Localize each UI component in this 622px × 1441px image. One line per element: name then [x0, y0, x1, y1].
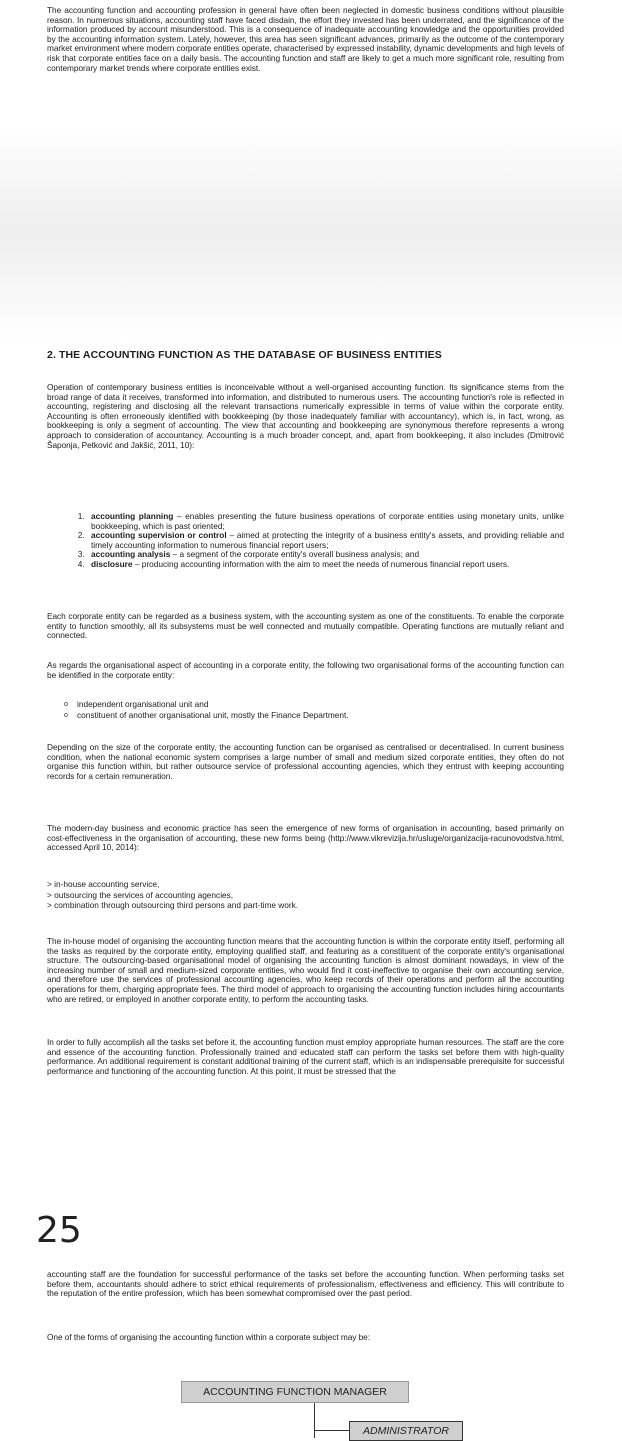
circle-list [47, 699, 564, 721]
para-text: accounting staff are the foundation for successful performance of the tasks set before the accounting function. When performing tasks set before them, accountants should adhere to strict ethical requirements of professionalism, effectiveness and efficiency. This will contribute to the reputation of the entire profession, which has been somewhat compromised over the past period. [47, 1269, 564, 1299]
paragraph-6 [47, 937, 564, 1004]
list-text: – enables presenting the future business operations of corporate entities using monetary units, unlike bookkeeping, which is past oriented; [91, 511, 564, 531]
list-text: constituent of another organisational unit, mostly the Finance Department. [77, 710, 349, 720]
para-text: Operation of contemporary business entities is inconceivable without a well-organised accounting function. Its significance stems from the broad range of data it receives, transformed into information, and distributed to numerous users. The accounting function's role is reflected in accounting, registering and disclosing all the relevant transactions numerically expressible in terms of value within the corporate entity. Accounting is often erroneously identified with bookkeeping (by those inadequately familiar with accountancy), which is, in fact, wrong, as bookkeeping is only a segment of accounting. The view that accounting and bookkeeping are synonymous therefore represents a wrong approach to consideration of accountancy. Accounting is a much broader concept, and, apart from bookkeeping, it also includes (Dmitrović Šaponja, Petković and Jakšić, 2011, 10): [47, 382, 564, 450]
paragraph-4 [47, 743, 564, 781]
list-text: independent organisational unit and [77, 699, 209, 709]
list-text: – a segment of the corporate entity's overall business analysis; and [170, 549, 420, 560]
list-term: accounting planning [91, 511, 174, 521]
list-term: accounting supervision or control [91, 530, 227, 541]
para-text: The modern-day business and economic practice has seen the emergence of new forms of organisation in accounting, based primarily on cost-effectiveness in the organisation of accounting, these new forms being (http://www.vikrevizija.hr/usluge/organizacija-racunovodstva.html, accessed April 10, 2014): [47, 823, 564, 853]
list-term: accounting analysis [91, 549, 171, 560]
list-term: disclosure [91, 558, 133, 569]
para-text: The in-house model of organising the accounting function means that the accounting function is within the corporate entity itself, performing all the tasks as required by the corporate entity, employing qualified staff, and featuring as a constituent of the corporate entity's organisational structure. The outsourcing-based organisational model of organising the accounting function is almost dominant nowadays, in view of the increasing number of small and medium-sized corporate entities, who would find it cost-ineffective to organise their own accounting service, and therefore use the services of professional accounting agencies, who keep records of their operations and perform all the accounting operations for them, charging appropriate fees. The third model of approach to organising the accounting function includes hiring accountants who are retired, or employed in another corporate entity, to perform the accounting tasks. [47, 936, 564, 1004]
intro-block [47, 6, 564, 73]
org-chart-manager-box: ACCOUNTING FUNCTION MANAGER [181, 1381, 409, 1403]
page-number: 25 [36, 1210, 82, 1251]
org-chart-administrator-box: ADMINISTRATOR [349, 1421, 463, 1441]
list-item: > combination through outsourcing third persons and part-time work. [47, 900, 299, 910]
paragraph-3 [47, 661, 564, 680]
section-heading [47, 349, 564, 361]
arrow-list [47, 879, 564, 911]
numbered-list [47, 512, 564, 570]
org-chart-connector [314, 1430, 349, 1431]
paragraph-8 [47, 1270, 564, 1299]
list-item [87, 560, 564, 570]
list-item [87, 531, 564, 550]
paragraph-1 [47, 383, 564, 450]
paragraph-9 [47, 1333, 564, 1343]
paragraph-5 [47, 824, 564, 853]
list-item [87, 512, 564, 531]
bullet-icon: o [64, 712, 68, 719]
list-item: > outsourcing the services of accounting agencies, [47, 889, 234, 900]
paragraph-7 [47, 1038, 564, 1076]
intro-paragraph: The accounting function and accounting profession in general have often been neglected in domestic business conditions without plausible reason. In numerous situations, accounting staff have faced disdain, the effort they invested has been underrated, and the significance of the information produced by account misunderstood. This is a consequence of inadequate accounting knowledge and the opportunities provided by the accounting information system. Lately, however, this area has seen significant advances, primarily as the outcome of the contemporary market environment where modern corporate entities operate, characterised by expressed instability, dynamic developments and high levels of risk that corporate entities face on a daily basis. The accounting function and staff are likely to get a much more significant role, resulting from contemporary market trends where corporate entities exist. [47, 5, 564, 73]
para-text: As regards the organisational aspect of accounting in a corporate entity, the following two organisational forms of the accounting function can be identified in the corporate entity: [47, 660, 564, 680]
list-item: > in-house accounting service, [47, 879, 160, 889]
para-text: In order to fully accomplish all the tasks set before it, the accounting function must employ appropriate human resources. The staff are the core and essence of the accounting function. Professionally trained and educated staff can perform the tasks set before them with high-quality performance. An additional requirement is constant additional training of the current staff, which is an indispensable prerequisite for successful performance and functioning of the accounting function. At this point, it must be stressed that the [47, 1037, 564, 1076]
page-gap [0, 1140, 622, 1260]
section-title: 2. THE ACCOUNTING FUNCTION AS THE DATABASE OF BUSINESS ENTITIES [47, 349, 442, 361]
paragraph-2 [47, 612, 564, 641]
list-text: – aimed at protecting the integrity of a business entity's assets, and providing reliable and timely accounting information to numerous financial report users; [91, 530, 564, 550]
bullet-icon: o [64, 701, 68, 708]
list-item [64, 699, 564, 710]
para-text: One of the forms of organising the accounting function within a corporate subject may be: [47, 1332, 371, 1342]
para-text: Each corporate entity can be regarded as a business system, with the accounting system as one of the constituents. To enable the corporate entity to function smoothly, all its subsystems must be well connected and mutually compatible. Operating functions are mutually reliant and connected. [47, 611, 564, 641]
org-chart-connector [314, 1403, 315, 1438]
list-text: – producing accounting information with the aim to meet the needs of numerous financial report users. [132, 558, 510, 569]
para-text: Depending on the size of the corporate entity, the accounting function can be organised as centralised or decentralised. In current business condition, when the national economic system comprises a large number of small and medium sized corporate entities, they often do not organise this function within, but rather outsource service of professional accounting agencies, which they entrust with keeping accounting records for a certain remuneration. [47, 742, 564, 781]
list-item [64, 710, 564, 721]
page-gap [0, 125, 622, 340]
